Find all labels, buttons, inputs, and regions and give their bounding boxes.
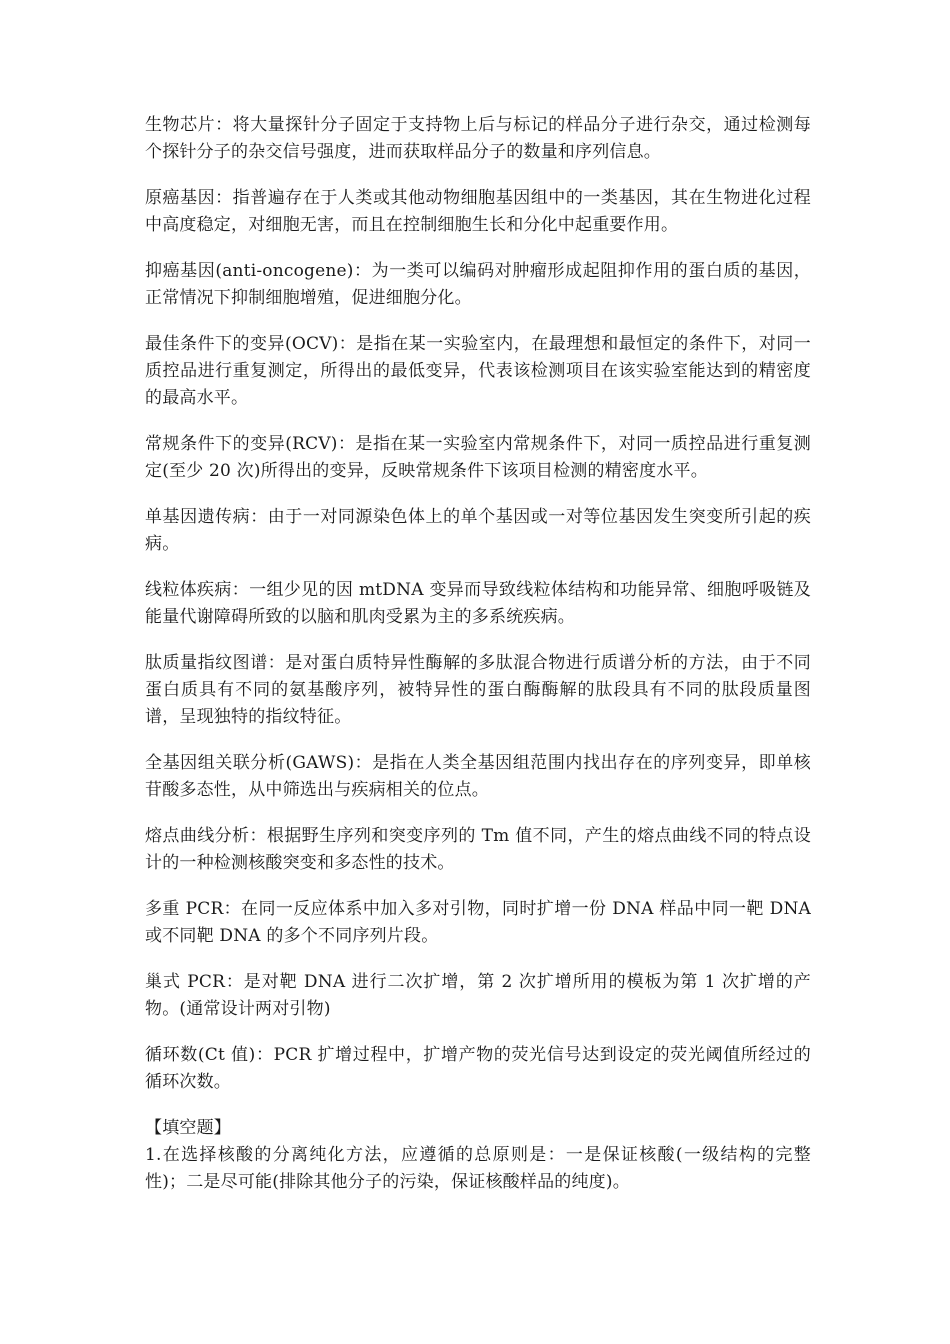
fill-blank-question-1: 1.在选择核酸的分离纯化方法，应遵循的总原则是：一是保证核酸(一级结构的完整性)；二是尽可能(排除其他分子的污染，保证核酸样品的纯度)。 — [145, 1145, 811, 1192]
section-heading-fill-blank: 【填空题】 — [145, 1118, 231, 1138]
definition-peptide-mass-fingerprint: 肽质量指纹图谱：是对蛋白质特异性酶解的多肽混合物进行质谱分析的方法，由于不同蛋白质具有不同的氨基酸序列，被特异性的蛋白酶酶解的肽段具有不同的肽段质量图谱，呈现独特的指纹特征。 — [145, 653, 811, 727]
definition-ct-value: 循环数(Ct 值)：PCR 扩增过程中，扩增产物的荧光信号达到设定的荧光阈值所经过的循环次数。 — [145, 1045, 811, 1092]
definition-melting-curve: 熔点曲线分析：根据野生序列和突变序列的 Tm 值不同，产生的熔点曲线不同的特点设计的一种检测核酸突变和多态性的技术。 — [145, 826, 811, 873]
definition-proto-oncogene: 原癌基因：指普遍存在于人类或其他动物细胞基因组中的一类基因，其在生物进化过程中高度稳定，对细胞无害，而且在控制细胞生长和分化中起重要作用。 — [145, 188, 811, 235]
definition-gwas: 全基因组关联分析(GAWS)：是指在人类全基因组范围内找出存在的序列变异，即单核苷酸多态性，从中筛选出与疾病相关的位点。 — [145, 753, 811, 800]
definition-anti-oncogene: 抑癌基因(anti-oncogene)：为一类可以编码对肿瘤形成起阻抑作用的蛋白质的基因，正常情况下抑制细胞增殖，促进细胞分化。 — [145, 261, 811, 308]
definition-multiplex-pcr: 多重 PCR：在同一反应体系中加入多对引物，同时扩增一份 DNA 样品中同一靶 DNA 或不同靶 DNA 的多个不同序列片段。 — [145, 899, 811, 946]
definition-monogenic-disease: 单基因遗传病：由于一对同源染色体上的单个基因或一对等位基因发生突变所引起的疾病。 — [145, 507, 811, 554]
definition-nested-pcr: 巢式 PCR：是对靶 DNA 进行二次扩增，第 2 次扩增所用的模板为第 1 次扩增的产物。(通常设计两对引物) — [145, 972, 811, 1019]
definition-ocv: 最佳条件下的变异(OCV)：是指在某一实验室内，在最理想和最恒定的条件下，对同一质控品进行重复测定，所得出的最低变异，代表该检测项目在该实验室能达到的精密度的最高水平。 — [145, 334, 811, 408]
definition-mitochondrial-disease: 线粒体疾病：一组少见的因 mtDNA 变异而导致线粒体结构和功能异常、细胞呼吸链及能量代谢障碍所致的以脑和肌肉受累为主的多系统疾病。 — [145, 580, 811, 627]
document-page — [145, 112, 811, 1215]
definition-biochip: 生物芯片：将大量探针分子固定于支持物上后与标记的样品分子进行杂交，通过检测每个探针分子的杂交信号强度，进而获取样品分子的数量和序列信息。 — [145, 115, 811, 162]
definition-rcv: 常规条件下的变异(RCV)：是指在某一实验室内常规条件下，对同一质控品进行重复测定(至少 20 次)所得出的变异，反映常规条件下该项目检测的精密度水平。 — [145, 434, 811, 481]
